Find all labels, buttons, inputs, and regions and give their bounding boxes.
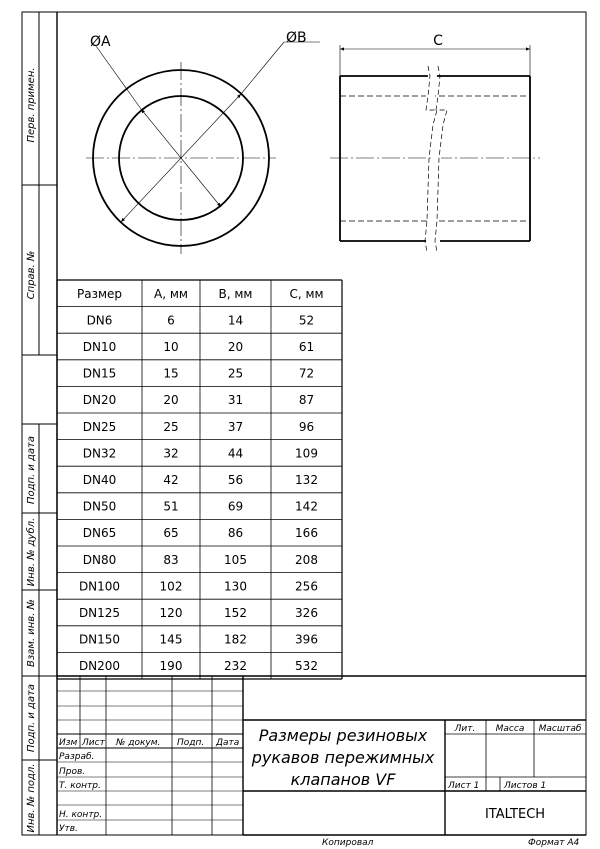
- table-cell: 152: [224, 606, 247, 620]
- list-label: Лист 1: [448, 781, 480, 791]
- table-cell: 145: [159, 632, 183, 647]
- masshtab-label: Масштаб: [538, 724, 582, 734]
- table-cell: 15: [163, 366, 179, 381]
- massa-label: Масса: [495, 724, 525, 734]
- col-data: Дата: [216, 738, 240, 748]
- table-cell: 102: [159, 579, 183, 594]
- table-cell: 61: [298, 340, 315, 354]
- break-mask: [424, 66, 447, 252]
- table-cell: 130: [224, 579, 247, 594]
- table-cell: 109: [295, 446, 318, 461]
- table-cell: 20: [163, 393, 179, 408]
- table-cell: 72: [298, 366, 315, 381]
- table-cell: DN25: [82, 419, 117, 434]
- table-cell: DN100: [78, 579, 121, 594]
- table-cell: DN20: [82, 393, 117, 408]
- table-cell: 142: [295, 499, 318, 514]
- side-label-podp-data-2: Подп. и дата: [26, 683, 37, 753]
- table-cell: DN50: [82, 499, 117, 514]
- table-cell: 51: [163, 499, 179, 514]
- table-cell: DN150: [78, 632, 121, 647]
- table-cell: 232: [224, 659, 247, 674]
- table-cell: 83: [163, 552, 179, 567]
- table-cell: 532: [295, 659, 318, 674]
- col-podp: Подп.: [177, 738, 205, 748]
- table-cell: DN10: [82, 340, 117, 354]
- table-cell: DN32: [82, 446, 117, 461]
- table-cell: 208: [295, 552, 318, 567]
- row-n-kontr: Н. контр.: [59, 810, 103, 820]
- table-cell: 256: [295, 579, 318, 594]
- table-cell: 37: [227, 419, 244, 434]
- dim-b-leader: [241, 42, 284, 94]
- table-cell: 87: [298, 393, 315, 408]
- table-cell: 120: [159, 606, 183, 620]
- table-cell: DN80: [82, 552, 117, 567]
- table-cell: DN6: [86, 313, 113, 328]
- table-cell: DN125: [78, 606, 121, 620]
- table-cell: DN40: [82, 473, 117, 487]
- table-cell: 105: [224, 552, 247, 567]
- table-cell: 166: [295, 526, 318, 541]
- table-cell: 190: [159, 659, 183, 674]
- table-cell: 86: [227, 526, 244, 541]
- dim-a-leader: [96, 46, 141, 109]
- table-header-cell: Размер: [76, 286, 123, 301]
- col-dokum: № докум.: [116, 738, 161, 748]
- side-label-inv-podl: Инв. № подл.: [26, 763, 37, 833]
- dim-c-label: C: [433, 33, 443, 49]
- table-cell: 44: [227, 446, 244, 461]
- table-header-cell: B, мм: [218, 286, 253, 301]
- col-list: Лист: [82, 738, 105, 748]
- side-view: [330, 33, 540, 252]
- table-cell: 20: [227, 340, 244, 354]
- title-line-2: рукавов пережимных: [251, 748, 435, 767]
- footer-kopiroval: Копировал: [322, 838, 374, 848]
- table-cell: 10: [163, 340, 179, 354]
- footer-format: Формат A4: [528, 838, 580, 848]
- table-cell: 96: [298, 419, 315, 434]
- circle-view: [86, 30, 320, 254]
- col-izm: Изм: [59, 738, 78, 748]
- lit-label: Лит.: [454, 724, 476, 734]
- dim-a-label: ØA: [90, 34, 111, 50]
- table-cell: 65: [163, 526, 179, 541]
- table-cell: DN200: [78, 659, 121, 674]
- row-t-kontr: Т. контр.: [59, 781, 101, 791]
- table-cell: DN65: [82, 526, 117, 541]
- side-label-inv-dubl: Инв. № дубл.: [26, 517, 37, 587]
- table-cell: 25: [163, 419, 179, 434]
- table-cell: 42: [163, 473, 179, 487]
- listov-label: Листов 1: [504, 781, 547, 791]
- dim-b-label: ØB: [286, 30, 307, 46]
- side-label-podp-data-1: Подп. и дата: [26, 435, 37, 505]
- table-cell: 6: [167, 313, 175, 328]
- side-label-vzam-inv: Взам. инв. №: [26, 599, 37, 667]
- title-line-1: Размеры резиновых: [258, 726, 428, 745]
- table-cell: 326: [295, 606, 318, 620]
- table-cell: 25: [227, 366, 244, 381]
- table-cell: DN15: [82, 366, 117, 381]
- table-cell: 132: [295, 473, 318, 487]
- table-cell: 56: [227, 473, 244, 487]
- side-label-sprav-no: Справ. №: [26, 250, 37, 300]
- table-cell: 31: [227, 393, 244, 408]
- title-line-3: клапанов VF: [290, 770, 396, 789]
- side-label-perv-primen: Перв. примен.: [26, 67, 37, 143]
- table-cell: 69: [227, 499, 244, 514]
- row-utv: Утв.: [59, 824, 78, 834]
- row-prov: Пров.: [59, 767, 86, 777]
- table-header-cell: C, мм: [289, 286, 324, 301]
- dimensions-table: [57, 280, 342, 679]
- table-cell: 14: [227, 313, 244, 328]
- table-cell: 182: [224, 632, 247, 647]
- table-cell: 52: [298, 313, 315, 328]
- company-name: ITALTECH: [484, 807, 546, 822]
- table-header-cell: A, мм: [154, 286, 188, 301]
- table-cell: 32: [163, 446, 179, 461]
- row-razrab: Разраб.: [59, 752, 95, 762]
- table-cell: 396: [295, 632, 318, 647]
